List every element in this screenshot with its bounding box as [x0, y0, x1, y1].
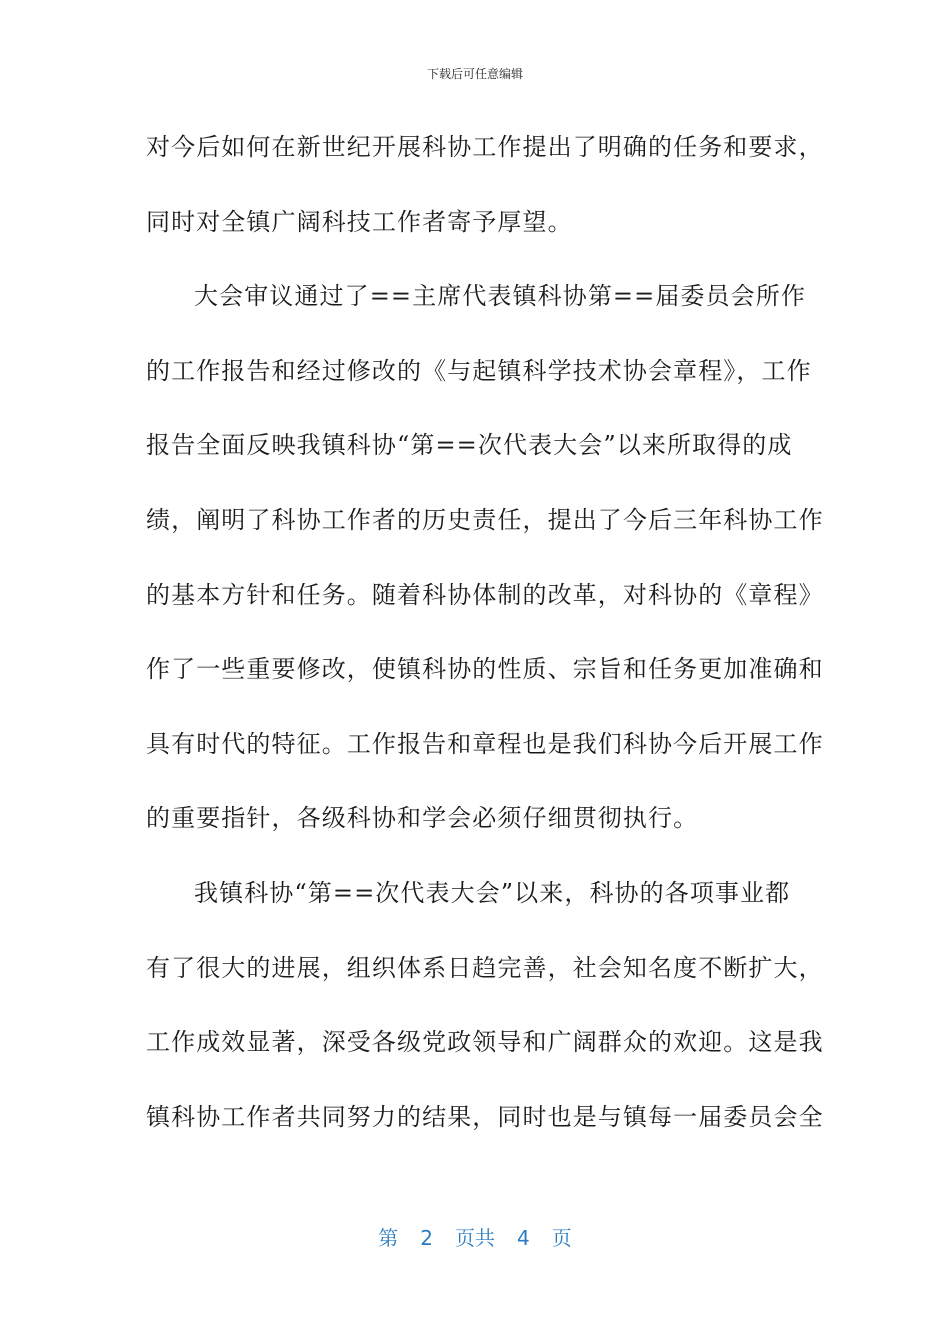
page-header: 下载后可任意编辑	[426, 67, 523, 81]
paragraph-start-line: 大会审议通过了==主席代表镇科协第==届委员会所作	[194, 282, 806, 311]
body-line: 作了一些重要修改，使镇科协的性质、宗旨和任务更加准确和	[146, 655, 824, 684]
body-line: 镇科协工作者共同努力的结果，同时也是与镇每一届委员会全	[146, 1102, 824, 1131]
footer-middle: 页共	[455, 1226, 495, 1250]
current-page-number: 2	[420, 1226, 433, 1250]
body-line: 的基本方针和任务。随着科协体制的改革，对科协的《章程》	[146, 580, 824, 609]
body-line: 具有时代的特征。工作报告和章程也是我们科协今后开展工作	[146, 729, 824, 758]
body-line: 绩，阐明了科协工作者的历史责任，提出了今后三年科协工作	[146, 505, 824, 534]
body-line: 同时对全镇广阔科技工作者寄予厚望。	[146, 207, 573, 236]
document-body	[146, 110, 824, 1154]
page-number-footer	[0, 1224, 950, 1252]
body-line: 有了很大的进展，组织体系日趋完善，社会知名度不断扩大，	[146, 953, 824, 982]
body-line: 工作成效显著，深受各级党政领导和广阔群众的欢迎。这是我	[146, 1028, 824, 1057]
footer-suffix: 页	[551, 1226, 572, 1250]
total-pages-number: 4	[517, 1226, 530, 1250]
paragraph-start-line: 我镇科协“第==次代表大会”以来，科协的各项事业都	[194, 878, 791, 907]
body-line: 对今后如何在新世纪开展科协工作提出了明确的任务和要求，	[146, 133, 824, 161]
body-line: 的重要指针，各级科协和学会必须仔细贯彻执行。	[146, 804, 699, 833]
body-line: 的工作报告和经过修改的《与起镇科学技术协会章程》，工作	[146, 356, 812, 385]
footer-prefix: 第	[378, 1226, 399, 1250]
body-line: 报告全面反映我镇科协“第==次代表大会”以来所取得的成	[146, 431, 793, 460]
